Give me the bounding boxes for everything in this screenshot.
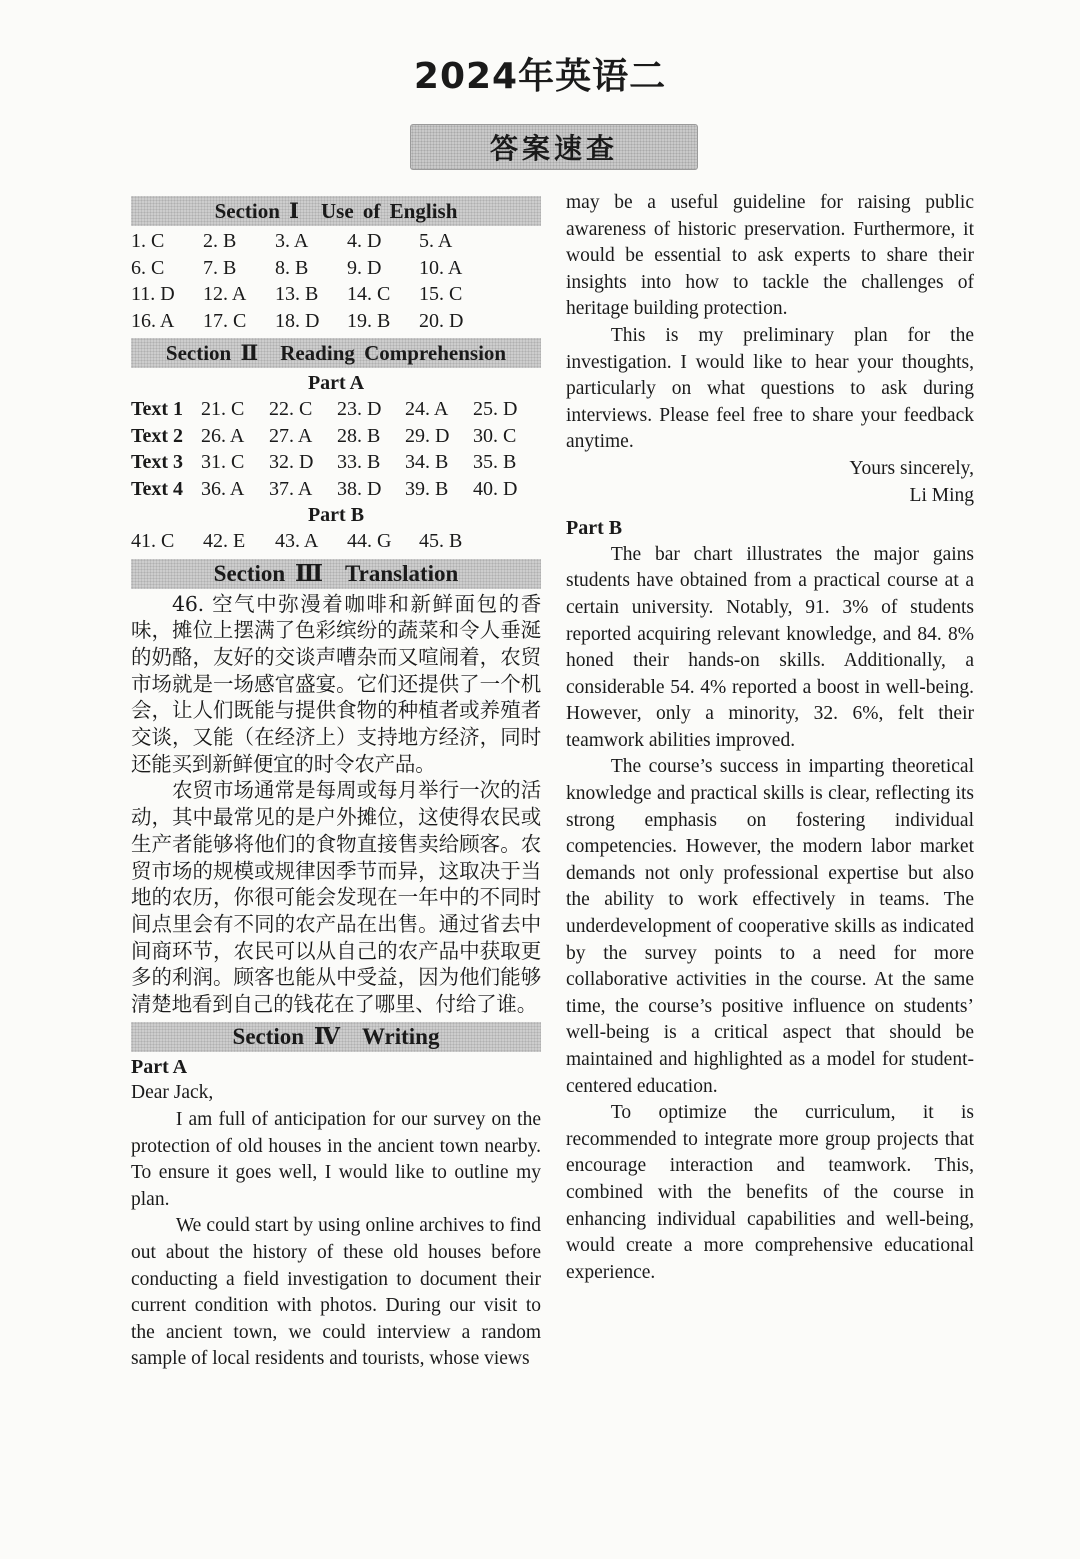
answer: 29. D [405,424,450,447]
left-column [131,196,541,1373]
answer: 2. B [203,230,237,252]
answer-row [131,423,541,450]
section4-label: Section Ⅳ [232,1023,340,1049]
answer-row [131,255,541,282]
answer: 43. A [275,530,319,552]
text-label: Text 3 [131,451,184,473]
answer-row [131,281,541,308]
section4-name: Writing [361,1023,440,1049]
section3-name: Translation [344,560,459,586]
answer: 22. C [269,398,313,420]
letter-closing: Yours sincerely, [849,457,974,479]
answer: 24. A [405,398,449,420]
answer: 35. B [473,451,517,473]
answer: 44. G [347,530,392,552]
page-title: 2024年英语二 [413,56,667,97]
answer: 16. A [131,309,175,332]
section1-header [131,196,541,226]
answer-row [131,528,541,555]
answer-row [131,228,541,255]
letter-signature: Li Ming [909,484,974,506]
section3-label: Section Ⅲ [213,560,323,586]
section4-header [131,1022,541,1052]
section2-part-b: Part B [307,504,365,526]
answer-row [131,449,541,476]
answer-key-banner: 答案速查 [410,124,698,170]
answer: 7. B [203,256,237,279]
essay-paragraph: To optimize the curriculum, it is recommended to integrate more group projects that encourage interaction and teamwork. This, combined with the benefits of the course in enhancing individual capabilities and well-being, would create a more comprehensive educational experience. [566,1102,974,1283]
answer-row [131,308,541,335]
text-label: Text 4 [131,477,184,500]
answer: 21. C [201,398,245,420]
text-label: Text 2 [131,424,184,447]
answer: 4. D [347,230,382,252]
essay-paragraph: The bar chart illustrates the major gains students have obtained from a practical course at a certain university. Notably, 91. 3% of students reported acquiring relevant knowledge, and 84. 8% honed their hands-on skills. Additionally, a considerable 54. 4% reported a boost in well-being. However, only a minority, 32. 6%, felt their teamwork abilities improved. [566,543,974,751]
answer: 25. D [473,398,518,420]
answer: 40. D [473,477,518,500]
answer: 9. D [347,256,382,279]
section2-text-answers [131,396,541,502]
answer: 1. C [131,230,165,252]
answer: 12. A [203,283,247,305]
answer: 42. E [203,530,246,552]
answer: 10. A [419,256,463,279]
writing-part-a-heading: Part A [131,1055,188,1078]
letter-paragraph: This is my preliminary plan for the investigation. I would like to hear your thoughts, particularly on what questions to ask during interviews. Please feel free to share your feedback anytime. [566,324,974,453]
section2-header [131,338,541,368]
letter-paragraph: We could start by using online archives to find out about the history of these old houses before conducting a field investigation to document their current condition with photos. During our visit to the ancient town, we could interview a random sample of local residents and tourists, whose views [131,1215,541,1370]
answer: 23. D [337,398,382,420]
answer: 33. B [337,451,381,473]
right-column [566,190,974,1286]
answer: 19. B [347,309,391,332]
section1-answers [131,228,541,334]
writing-part-b-heading: Part B [566,517,623,540]
answer: 17. C [203,309,247,332]
answer: 30. C [473,424,517,447]
answer: 26. A [201,424,245,447]
section3-header [131,559,541,589]
section2-name: Reading Comprehension [280,341,507,365]
translation-paragraph: 46. 空气中弥漫着咖啡和新鲜面包的香味，摊位上摆满了色彩缤纷的蔬菜和令人垂涎的奶酪，友好的交谈声嘈杂而又喧闹着，农贸市场就是一场感官盛宴。它们还提供了一个机会，让人们既能与提供食物的种植者或养殖者交谈，又能（在经济上）支持地方经济，同时还能买到新鲜便宜的时令农产品。 [131,591,541,776]
answer: 8. B [275,256,309,279]
answer: 14. C [347,283,391,305]
answer: 32. D [269,451,314,473]
translation-paragraph: 农贸市场通常是每周或每月举行一次的活动，其中最常见的是户外摊位，这使得农民或生产者能够将他们的食物直接售卖给顾客。农贸市场的规模或规律因季节而异，这取决于当地的农历，你很可能会发现在一年中的不同时间点里会有不同的农产品在出售。通过省去中间商环节，农民可以从自己的农产品中获取更多的利润。顾客也能从中受益，因为他们能够清楚地看到自己的钱花在了哪里、付给了谁。 [131,778,541,1017]
answer: 28. B [337,424,381,447]
text-label: Text 1 [131,398,184,420]
answer: 20. D [419,309,464,332]
letter-paragraph: I am full of anticipation for our survey on the protection of old houses in the ancient town nearby. To ensure it goes well, I would like to outline my plan. [131,1108,541,1210]
letter-paragraph-continued: may be a useful guideline for raising public awareness of historic preservation. Furthermore, it would be essential to ask experts to share their insights into how to tackle the challenges of heritage building protection. [566,192,974,320]
answer: 36. A [201,477,245,500]
answer: 39. B [405,477,449,500]
answer: 18. D [275,309,320,332]
answer: 15. C [419,283,463,305]
answer: 27. A [269,424,313,447]
section1-label: Section Ⅰ [214,199,300,223]
section1-name: Use of English [321,199,458,223]
answer: 13. B [275,283,319,305]
letter-salutation: Dear Jack, [131,1082,214,1104]
answer: 45. B [419,530,463,552]
answer: 11. D [131,283,175,305]
answer: 37. A [269,477,313,500]
answer: 5. A [419,230,453,252]
answer: 38. D [337,477,382,500]
essay-paragraph: The course’s success in imparting theoretical knowledge and practical skills is clear, reflecting its strong emphasis on fostering individual competencies. However, the modern labor market demands not only professional expertise but also the ability to work effectively in teams. The underdevelopment of cooperative skills as indicated by the survey points to a need for more collaborative activities in the course. At the same time, the course’s positive influence on students’ well-being is a critical aspect that should be maintained and highlighted as a model for student-centered education. [566,756,974,1097]
section2-part-a: Part A [307,372,365,394]
answer: 41. C [131,530,175,552]
answer: 31. C [201,451,245,473]
answer: 3. A [275,230,309,252]
answer-row [131,396,541,423]
answer: 6. C [131,256,165,279]
answer-row [131,476,541,503]
answer: 34. B [405,451,449,473]
section2-label: Section Ⅱ [165,341,259,365]
